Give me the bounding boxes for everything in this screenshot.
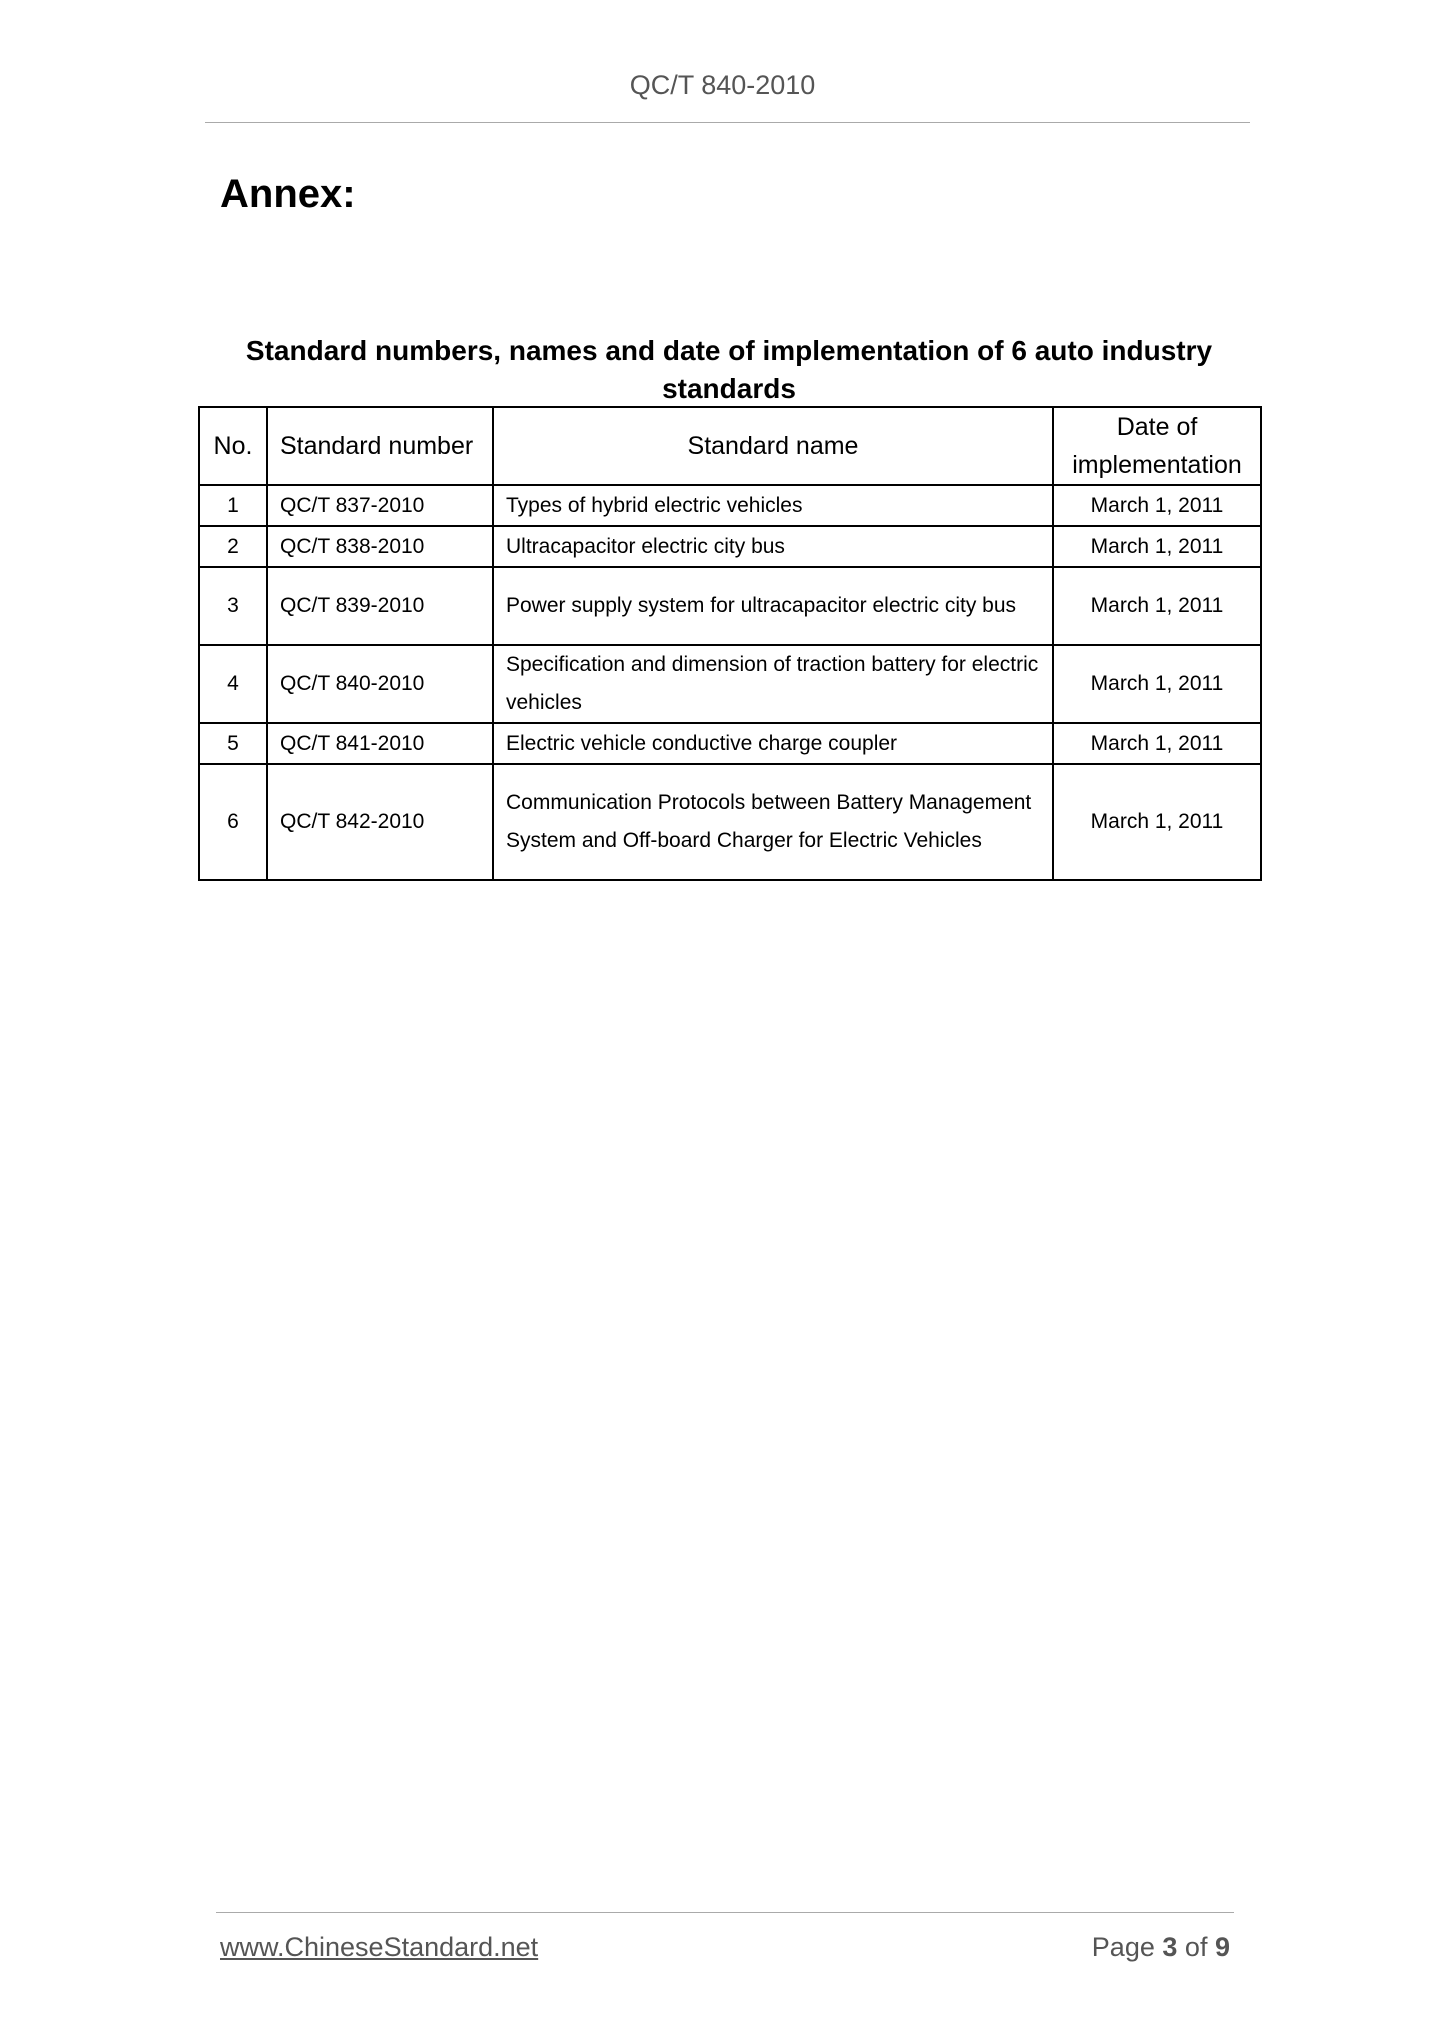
cell-no: 3 bbox=[199, 567, 267, 645]
table-row bbox=[199, 485, 1261, 526]
table-row bbox=[199, 764, 1261, 880]
cell-standard-name: Ultracapacitor electric city bus bbox=[493, 526, 1053, 567]
cell-standard-number: QC/T 842-2010 bbox=[267, 764, 493, 880]
cell-no: 6 bbox=[199, 764, 267, 880]
header-no: No. bbox=[199, 407, 267, 485]
header-standard-number: Standard number bbox=[267, 407, 493, 485]
standards-table bbox=[198, 406, 1262, 881]
header-date-line2: implementation bbox=[1072, 451, 1242, 479]
table-row bbox=[199, 645, 1261, 723]
cell-standard-number: QC/T 840-2010 bbox=[267, 645, 493, 723]
cell-standard-name: Communication Protocols between Battery Management System and Off-board Charger for Electric Vehicles bbox=[493, 764, 1053, 880]
cell-standard-name: Power supply system for ultracapacitor electric city bus bbox=[493, 567, 1053, 645]
header-divider bbox=[205, 122, 1250, 123]
cell-no: 5 bbox=[199, 723, 267, 764]
cell-no: 2 bbox=[199, 526, 267, 567]
table-row bbox=[199, 723, 1261, 764]
table-header-row bbox=[199, 407, 1261, 485]
page-of: of bbox=[1184, 1932, 1208, 1962]
annex-heading: Annex: bbox=[220, 172, 356, 216]
footer-divider bbox=[216, 1912, 1234, 1913]
cell-date: March 1, 2011 bbox=[1053, 645, 1261, 723]
header-date-of-implementation bbox=[1053, 407, 1261, 485]
cell-date: March 1, 2011 bbox=[1053, 567, 1261, 645]
table-row bbox=[199, 526, 1261, 567]
cell-standard-number: QC/T 839-2010 bbox=[267, 567, 493, 645]
cell-no: 4 bbox=[199, 645, 267, 723]
cell-standard-name: Types of hybrid electric vehicles bbox=[493, 485, 1053, 526]
cell-standard-number: QC/T 838-2010 bbox=[267, 526, 493, 567]
page-header: QC/T 840-2010 bbox=[629, 70, 816, 100]
header-date-line1: Date of bbox=[1116, 413, 1198, 441]
cell-standard-name: Specification and dimension of traction battery for electric vehicles bbox=[493, 645, 1053, 723]
cell-date: March 1, 2011 bbox=[1053, 485, 1261, 526]
page-indicator bbox=[1092, 1932, 1230, 1963]
table-row bbox=[199, 567, 1261, 645]
cell-standard-number: QC/T 841-2010 bbox=[267, 723, 493, 764]
cell-date: March 1, 2011 bbox=[1053, 764, 1261, 880]
page-total: 9 bbox=[1214, 1932, 1230, 1962]
cell-date: March 1, 2011 bbox=[1053, 526, 1261, 567]
page-prefix: Page bbox=[1091, 1932, 1155, 1962]
page-current: 3 bbox=[1162, 1932, 1178, 1962]
cell-standard-name: Electric vehicle conductive charge coupler bbox=[493, 723, 1053, 764]
cell-date: March 1, 2011 bbox=[1053, 723, 1261, 764]
website-link[interactable]: www.ChineseStandard.net bbox=[220, 1932, 539, 1962]
cell-no: 1 bbox=[199, 485, 267, 526]
header-standard-name: Standard name bbox=[493, 407, 1053, 485]
cell-standard-number: QC/T 837-2010 bbox=[267, 485, 493, 526]
table-caption: Standard numbers, names and date of implementation of 6 auto industry standards bbox=[245, 335, 1213, 404]
